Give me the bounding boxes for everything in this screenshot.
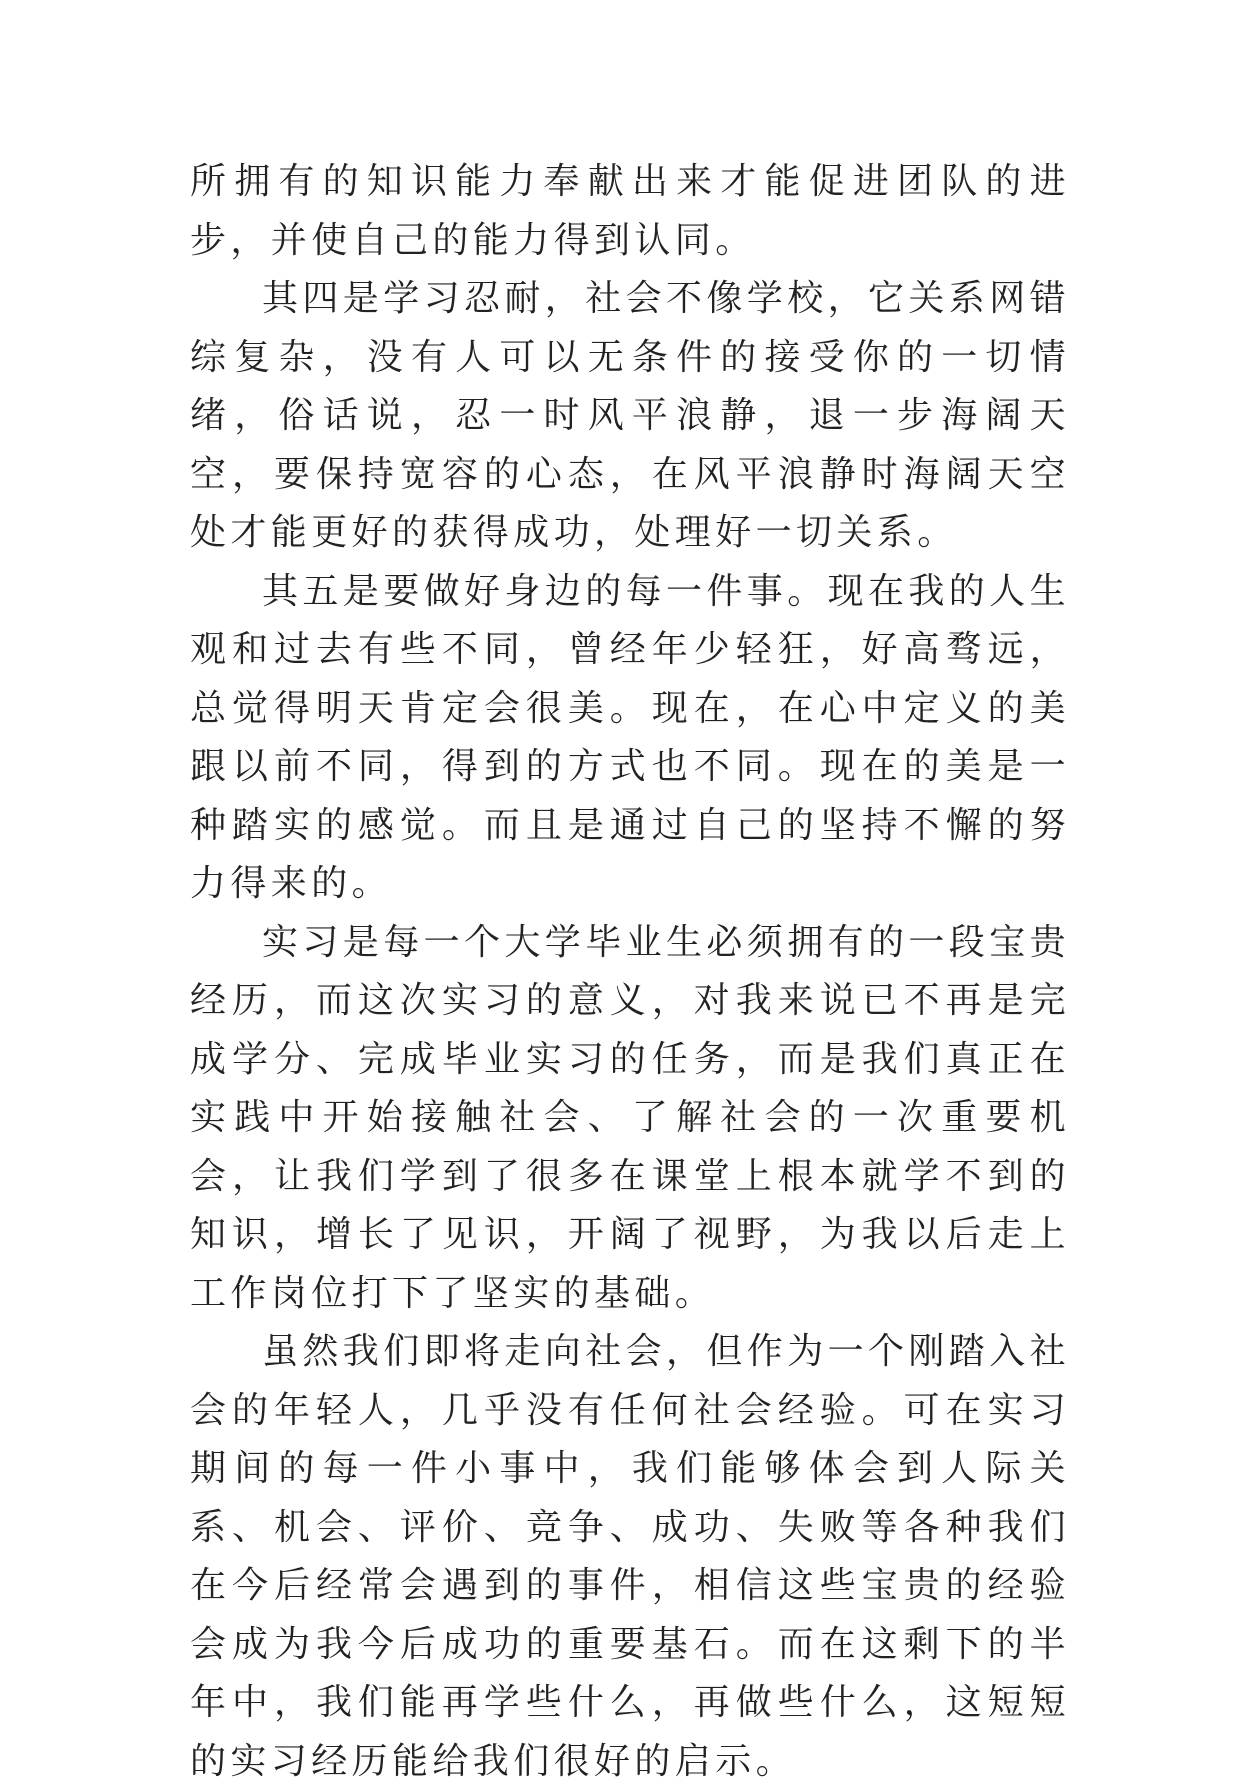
document-body	[190, 153, 1070, 1791]
paragraph-daily-tasks: 其五是要做好身边的每一件事。现在我的人生观和过去有些不同，曾经年少轻狂，好高骛远，总觉得明天肯定会很美。现在，在心中定义的美跟以前不同，得到的方式也不同。现在的美是一种踏实的感觉。而且是通过自己的坚持不懈的努力得来的。	[190, 570, 1071, 904]
paragraph-social-experience: 虽然我们即将走向社会，但作为一个刚踏入社会的年轻人，几乎没有任何社会经验。可在实习期间的每一件小事中，我们能够体会到人际关系、机会、评价、竞争、成功、失败等各种我们在今后经常会遇到的事件，相信这些宝贵的经验会成为我今后成功的重要基石。而在这剩下的半年中，我们能再学些什么，再做些什么，这短短的实习经历能给我们很好的启示。	[190, 1331, 1071, 1782]
paragraph-continuation: 所拥有的知识能力奉献出来才能促进团队的进步，并使自己的能力得到认同。	[190, 161, 1070, 261]
paragraph-internship-meaning: 实习是每一个大学毕业生必须拥有的一段宝贵经历，而这次实习的意义，对我来说已不再是完成学分、完成毕业实习的任务，而是我们真正在实践中开始接触社会、了解社会的一次重要机会，让我们学到了很多在课堂上根本就学不到的知识，增长了见识，开阔了视野，为我以后走上工作岗位打下了坚实的基础。	[190, 921, 1071, 1314]
paragraph-learn-patience: 其四是学习忍耐，社会不像学校，它关系网错综复杂，没有人可以无条件的接受你的一切情绪，俗话说，忍一时风平浪静，退一步海阔天空，要保持宽容的心态，在风平浪静时海阔天空处才能更好的获得成功，处理好一切关系。	[190, 278, 1071, 553]
